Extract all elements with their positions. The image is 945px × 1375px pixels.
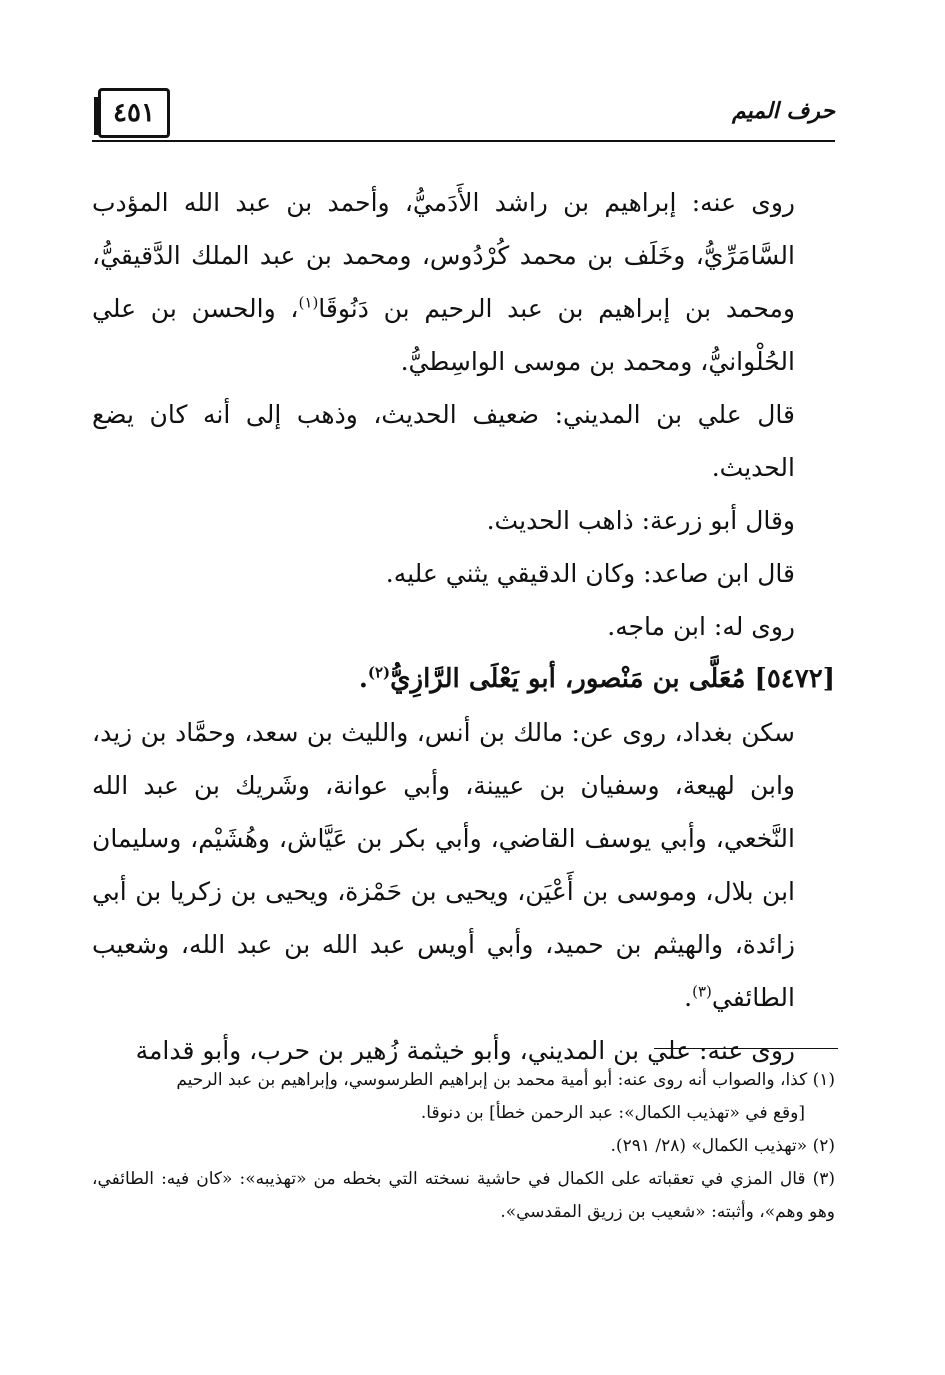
paragraph-ibn-saed: قال ابن صاعد: وكان الدقيقي يثني عليه. <box>385 559 795 588</box>
entry-heading <box>92 653 835 706</box>
footnotes <box>92 1064 835 1229</box>
running-title: حرف الميم <box>731 98 835 124</box>
page-number: ٤٥١ <box>98 88 170 138</box>
footnote-2: (٢) «تهذيب الكمال» (٢٨/ ٢٩١). <box>610 1136 835 1156</box>
entry-end: . <box>358 664 368 694</box>
footnote-3: (٣) قال المزي في تعقباته على الكمال في حاشية نسخته التي بخطه من «تهذيبه»: «كان فيه: الطائفي، وهو وهم»، وأثبته: «شعيب بن زريق المقدسي». <box>92 1169 835 1222</box>
paragraph-text: ، والحسن بن علي الحُلْوانيُّ، ومحمد بن موسى الواسِطيُّ. <box>92 294 795 376</box>
footnote-1-continuation: [وقع في «تهذيب الكمال»: عبد الرحمن خطأ] بن دنوقا. <box>420 1103 805 1123</box>
paragraph-narrators-from <box>92 176 835 388</box>
footnote-ref-1: (١) <box>298 293 319 312</box>
footnote-ref-3: (٣) <box>692 982 712 1001</box>
paragraph-narrated-from <box>92 706 835 1024</box>
footnote-rule <box>654 1048 838 1049</box>
paragraph-text: روى عنه: إبراهيم بن راشد الأَدَميُّ، وأحمد بن عبد الله المؤدب السَّامَرِّيُّ، وخَلَف بن محمد كُرْدُوس، ومحمد بن عبد الملك الدَّقيقيُّ، ومحمد بن إبراهيم بن عبد الرحيم بن دَنُوقَا <box>92 188 795 323</box>
paragraph-narrators: روى عنه: علي بن المديني، وأبو خيثمة زُهير بن حرب، وأبو قدامة <box>135 1036 795 1065</box>
footnote-ref-2: (٢) <box>367 663 391 682</box>
header-rule <box>92 140 835 142</box>
paragraph-text: . <box>684 983 693 1012</box>
paragraph-text: سكن بغداد، روى عن: مالك بن أنس، والليث بن سعد، وحمَّاد بن زيد، وابن لهيعة، وسفيان بن عيينة، وأبي عوانة، وشَريك بن عبد الله النَّخعي، وأبي يوسف القاضي، وأبي بكر بن عَيَّاش، وهُشَيْم، وسليمان ابن بلال، وموسى بن أَعْيَن، ويحيى بن حَمْزة، ويحيى بن زكريا بن أبي زائدة، والهيثم بن حميد، وأبي أويس عبد الله بن عبد الله، وشعيب الطائفي <box>92 718 795 1012</box>
entry-title: [٥٤٧٢] مُعَلَّى بن مَنْصور، أبو يَعْلَى الرَّازِيُّ <box>390 664 835 694</box>
footnote-1: (١) كذا، والصواب أنه روى عنه: أبو أمية محمد بن إبراهيم الطرسوسي، وإبراهيم بن عبد الرحيم <box>176 1070 835 1090</box>
paragraph-abu-zura: وقال أبو زرعة: ذاهب الحديث. <box>486 506 795 535</box>
paragraph-ibn-majah: روى له: ابن ماجه. <box>607 612 795 641</box>
page-header <box>92 84 835 148</box>
paragraph-ibn-madini: قال علي بن المديني: ضعيف الحديث، وذهب إلى أنه كان يضع الحديث. <box>92 400 795 482</box>
body-text <box>92 176 835 1077</box>
